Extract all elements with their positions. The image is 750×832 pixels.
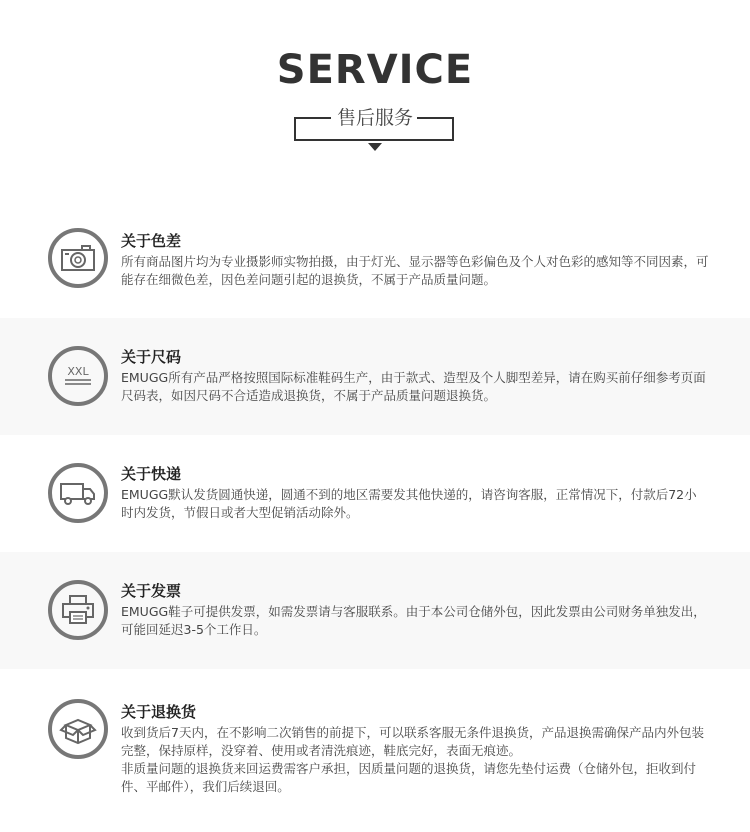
section-title: 关于尺码 bbox=[121, 348, 182, 366]
printer-icon bbox=[48, 580, 108, 640]
section-paragraph: EMUGG所有产品严格按照国际标准鞋码生产，由于款式、造型及个人脚型差异，请在购买前仔细参考页面尺码表，如因尺码不合适造成退换货，不属于产品质量问题退换货。 bbox=[121, 370, 706, 403]
section-body bbox=[121, 486, 709, 522]
section-invoice bbox=[0, 552, 750, 669]
page-title: SERVICE bbox=[276, 47, 474, 93]
section-delivery bbox=[0, 435, 750, 552]
section-title: 关于色差 bbox=[121, 232, 182, 250]
delivery-truck-icon bbox=[48, 463, 108, 523]
service-header bbox=[0, 0, 750, 200]
section-size bbox=[0, 318, 750, 435]
section-body bbox=[121, 724, 709, 796]
box-icon bbox=[48, 699, 108, 759]
section-paragraph: EMUGG鞋子可提供发票，如需发票请与客服联系。由于本公司仓储外包，因此发票由公司财务单独发出，可能回延迟3-5个工作日。 bbox=[121, 604, 706, 637]
size-tag-text: XXL bbox=[67, 365, 89, 378]
section-title: 关于发票 bbox=[121, 582, 182, 600]
down-pointer-icon bbox=[368, 143, 382, 151]
section-paragraph: 非质量问题的退换货来回运费需客户承担，因质量问题的退换货，请您先垫付运费（仓储外包，拒收到付件、平邮件），我们后续退回。 bbox=[121, 761, 697, 794]
section-paragraph: 所有商品图片均为专业摄影师实物拍摄，由于灯光、显示器等色彩偏色及个人对色彩的感知等不同因素，可能存在细微色差，因色差问题引起的退换货，不属于产品质量问题。 bbox=[121, 254, 709, 287]
section-title: 关于快递 bbox=[121, 465, 182, 483]
section-color-difference bbox=[0, 200, 750, 318]
page-subtitle: 售后服务 bbox=[336, 107, 413, 129]
section-paragraph: EMUGG默认发货圆通快递，圆通不到的地区需要发其他快递的，请咨询客服，正常情况下，付款后72小时内发货，节假日或者大型促销活动除外。 bbox=[121, 487, 697, 520]
section-title: 关于退换货 bbox=[121, 703, 197, 721]
size-tag-icon bbox=[48, 346, 108, 406]
camera-icon bbox=[48, 228, 108, 288]
section-body bbox=[121, 369, 709, 405]
section-returns bbox=[0, 669, 750, 832]
section-body bbox=[121, 603, 709, 639]
section-body bbox=[121, 253, 709, 289]
section-paragraph: 收到货后7天内，在不影响二次销售的前提下，可以联系客服无条件退换货，产品退换需确保产品内外包装完整，保持原样，没穿着、使用或者清洗痕迹，鞋底完好，表面无痕迹。 bbox=[121, 725, 704, 758]
